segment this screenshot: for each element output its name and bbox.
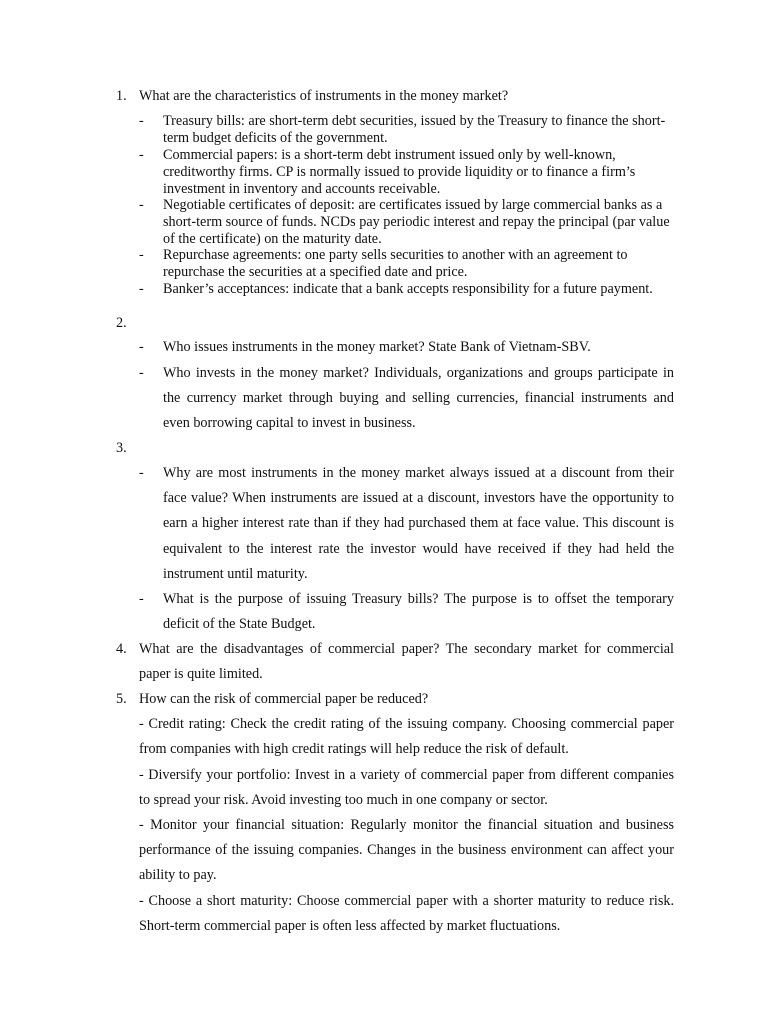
question-1: What are the characteristics of instruments in the money market? [139,88,509,104]
bullet-dash: - [139,591,144,607]
q3-bullet-treasury-purpose: What is the purpose of issuing Treasury bills? The purpose is to offset the temporary deficit of the State Budget. [163,591,674,633]
item-number-3: 3. [116,440,127,456]
q5-point-credit-rating: - Credit rating: Check the credit rating of the issuing company. Choosing commercial paper from companies with high credit ratings will help reduce the risk of default. [139,716,674,758]
item-number-4: 4. [116,641,127,657]
q2-bullet-investors: Who invests in the money market? Individuals, organizations and groups participate in the currency market through buying and selling currencies, financial instruments and even borrowing capital to invest in business. [163,365,674,432]
q2-bullet-issuers: Who issues instruments in the money market? State Bank of Vietnam-SBV. [163,339,591,355]
bullet-dash: - [139,113,144,129]
item-number-1: 1. [116,88,127,104]
q1-bullet-ncd: Negotiable certificates of deposit: are certificates issued by large commercial banks as a short-term source of funds. NCDs pay periodic interest and repay the principal (par value of the certificate) on the maturity date. [163,197,670,247]
q1-bullet-treasury-bills: Treasury bills: are short-term debt securities, issued by the Treasury to finance the short-term budget deficits of the government. [163,113,666,146]
q5-point-monitor: - Monitor your financial situation: Regularly monitor the financial situation and business performance of the issuing companies. Changes in the business environment can affect your ability to pay. [139,817,674,884]
bullet-dash: - [139,465,144,481]
item-number-5: 5. [116,691,127,707]
q1-bullet-commercial-papers: Commercial papers: is a short-term debt instrument issued only by well-known, creditworthy firms. CP is normally issued to provide liquidity or to finance a firm’s investment in inventory and accounts receivable. [163,147,636,197]
q3-bullet-discount: Why are most instruments in the money market always issued at a discount from their face value? When instruments are issued at a discount, investors have the opportunity to earn a higher interest rate than if they had purchased them at face value. This discount is equivalent to the interest rate the investor would have received if they had held the instrument until maturity. [163,465,674,582]
bullet-dash: - [139,247,144,263]
bullet-dash: - [139,197,144,213]
bullet-dash: - [139,365,144,381]
bullet-dash: - [139,147,144,163]
q5-point-diversify: - Diversify your portfolio: Invest in a variety of commercial paper from different companies to spread your risk. Avoid investing too much in one company or sector. [139,767,674,809]
q5-point-short-maturity: - Choose a short maturity: Choose commercial paper with a shorter maturity to reduce risk. Short-term commercial paper is often less affected by market fluctuations. [139,893,674,935]
bullet-dash: - [139,281,144,297]
q1-bullet-repurchase-agreements: Repurchase agreements: one party sells securities to another with an agreement to repurchase the securities at a specified date and price. [163,247,628,280]
question-5: How can the risk of commercial paper be reduced? [139,691,429,707]
bullet-dash: - [139,339,144,355]
item-number-2: 2. [116,315,127,331]
question-4: What are the disadvantages of commercial paper? The secondary market for commercial paper is quite limited. [139,641,674,683]
q1-bullet-bankers-acceptances: Banker’s acceptances: indicate that a bank accepts responsibility for a future payment. [163,281,653,297]
